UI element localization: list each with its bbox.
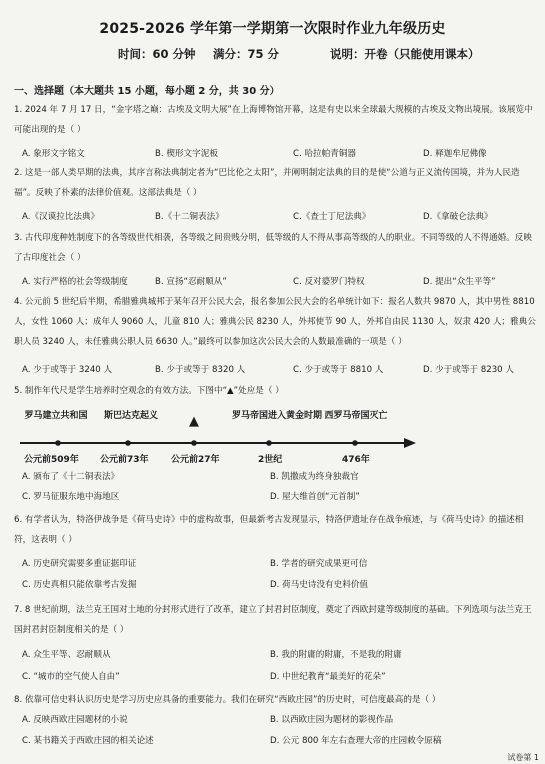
timeline-axis bbox=[18, 436, 418, 450]
option-c: C.《查士丁尼法典》 bbox=[293, 212, 371, 222]
option-b: B. 学者的研究成果更可信 bbox=[270, 559, 368, 569]
exam-score: 满分：75 分 bbox=[213, 47, 280, 61]
option-a: A. 历史研究需要多重证据印证 bbox=[22, 559, 137, 569]
question-stem: 6. 有学者认为，特洛伊战争是《荷马史诗》中的虚构故事，但最新考古发现显示，特洛伊遗址存在战争痕迹，与《荷马史诗》的描述相符，这表明（ ） bbox=[14, 515, 524, 545]
option-b: B. 宣扬“忍耐顺从” bbox=[155, 277, 227, 287]
timeline-date: 2世纪 bbox=[258, 455, 283, 465]
question-stem: 8. 依靠可信史料认识历史是学习历史应具备的重要能力。我们在研究“西欧庄园”的历史时，可信度最高的是（ ） bbox=[14, 695, 441, 705]
question-stem: 3. 古代印度种姓制度下的各等级世代相袭，各等级之间贵贱分明，低等级的人不得从事高等级的人的职业。不同等级的人不得通婚。反映了古印度社会（ ） bbox=[14, 233, 532, 263]
question-stem: 5. 制作年代尺是学生培养时空观念的有效方法。下图中“▲”处应是（ ） bbox=[14, 386, 284, 396]
option-c: C. 反对婆罗门特权 bbox=[293, 277, 365, 287]
option-d: D. 屋大维首创“元首制” bbox=[270, 492, 360, 502]
timeline-label: 西罗马帝国灭亡 bbox=[324, 411, 388, 421]
timeline-marker: ▲ bbox=[189, 414, 199, 429]
option-a: A. 象形文字铭文 bbox=[22, 149, 85, 159]
option-a: A. 少于或等于 3240 人 bbox=[22, 365, 113, 375]
option-d: D. 少于或等于 8230 人 bbox=[423, 365, 514, 375]
question-stem: 1. 2024 年 7 月 17 日，“金字塔之巅：古埃及文明大展”在上海博物馆开幕，这是有史以来全球最大规模的古埃及文物出境展。该展览中可能出现的是（ ） bbox=[14, 105, 533, 135]
timeline-date: 公元前73年 bbox=[100, 455, 149, 465]
option-b: B. 楔形文字泥板 bbox=[155, 149, 218, 159]
option-c: C. 罗马征服东地中海地区 bbox=[22, 492, 120, 502]
timeline-label: 斯巴达克起义 bbox=[104, 411, 159, 421]
option-a: A. 众生平等、忍耐顺从 bbox=[22, 650, 111, 660]
timeline-label: 罗马建立共和国 bbox=[24, 411, 88, 421]
option-b: B. 以西欧庄园为题材的影视作品 bbox=[270, 715, 394, 725]
option-c: C. 某书籍关于西欧庄园的相关论述 bbox=[22, 736, 154, 746]
option-d: D. 中世纪教育“最美好的花朵” bbox=[270, 672, 386, 682]
page-footer: 试卷第 1 bbox=[507, 753, 539, 762]
option-b: B. 我的附庸的附庸，不是我的附庸 bbox=[270, 650, 402, 660]
question-stem: 2. 这是一部人类早期的法典，其序言称法典制定者为“巴比伦之太阳”，并阐明制定法典的目的是使“公道与正义流传国境，并为人民造福”。反映了朴素的法律价值观。这部法典是（ ） bbox=[14, 168, 520, 198]
question-stem: 7. 8 世纪前期，法兰克王国对土地的分封形式进行了改革，建立了封君封臣制度，奠定了西欧封建等级制度的基础。下列选项与法兰克王国封君封臣制度相关的是（ ） bbox=[14, 605, 532, 635]
option-c: C. 哈拉帕青铜器 bbox=[293, 149, 357, 159]
option-c: C. 历史真相只能依靠考古发掘 bbox=[22, 580, 137, 590]
option-a: A.《汉谟拉比法典》 bbox=[22, 212, 100, 222]
option-c: C. “城市的空气使人自由” bbox=[22, 672, 120, 682]
timeline-date: 公元前509年 bbox=[24, 455, 79, 465]
option-d: D. 荷马史诗没有史料价值 bbox=[270, 580, 369, 590]
exam-time: 时间：60 分钟 bbox=[118, 47, 196, 61]
option-d: D.《拿破仑法典》 bbox=[423, 212, 493, 222]
option-a: A. 反映西欧庄园题材的小说 bbox=[22, 715, 128, 725]
option-d: D. 提出“众生平等” bbox=[423, 277, 496, 287]
option-b: B. 凯撒成为终身独裁官 bbox=[270, 472, 359, 482]
option-d: D. 释迦牟尼佛像 bbox=[423, 149, 487, 159]
section-heading: 一、选择题（本大题共 15 小题，每小题 2 分，共 30 分） bbox=[14, 86, 280, 97]
timeline-label: 罗马帝国进入黄金时期 bbox=[232, 411, 323, 421]
question-stem: 4. 公元前 5 世纪后半期，希腊雅典城邦于某年召开公民大会，报名参加公民大会的名单统计如下：报名人数共 9870 人，其中男性 8810 人，女性 1060 人；成年人 9060 人，儿童 810 人；雅典公民 8230 人，外邦使节 90 人，外邦自由民 1130 人，奴隶 420 人；雅典公职人员 3240 人，未任雅典公职人员 6630 人。”最终可以参加这次公民大会的人数最准确的一项是（ ） bbox=[14, 297, 536, 347]
option-c: C. 少于或等于 8810 人 bbox=[293, 365, 384, 375]
page-title: 2025-2026 学年第一学期第一次限时作业九年级历史 bbox=[99, 21, 446, 37]
option-d: D. 公元 800 年左右查理大帝的庄园敕令原稿 bbox=[270, 736, 442, 746]
option-a: A. 实行严格的社会等级制度 bbox=[22, 277, 128, 287]
timeline-date: 公元前27年 bbox=[171, 455, 220, 465]
timeline-date: 476年 bbox=[342, 455, 370, 465]
option-b: B. 少于或等于 8320 人 bbox=[155, 365, 246, 375]
exam-note: 说明：开卷（只能使用课本） bbox=[330, 47, 480, 61]
option-b: B.《十二铜表法》 bbox=[155, 212, 224, 222]
option-a: A. 颁布了《十二铜表法》 bbox=[22, 472, 120, 482]
